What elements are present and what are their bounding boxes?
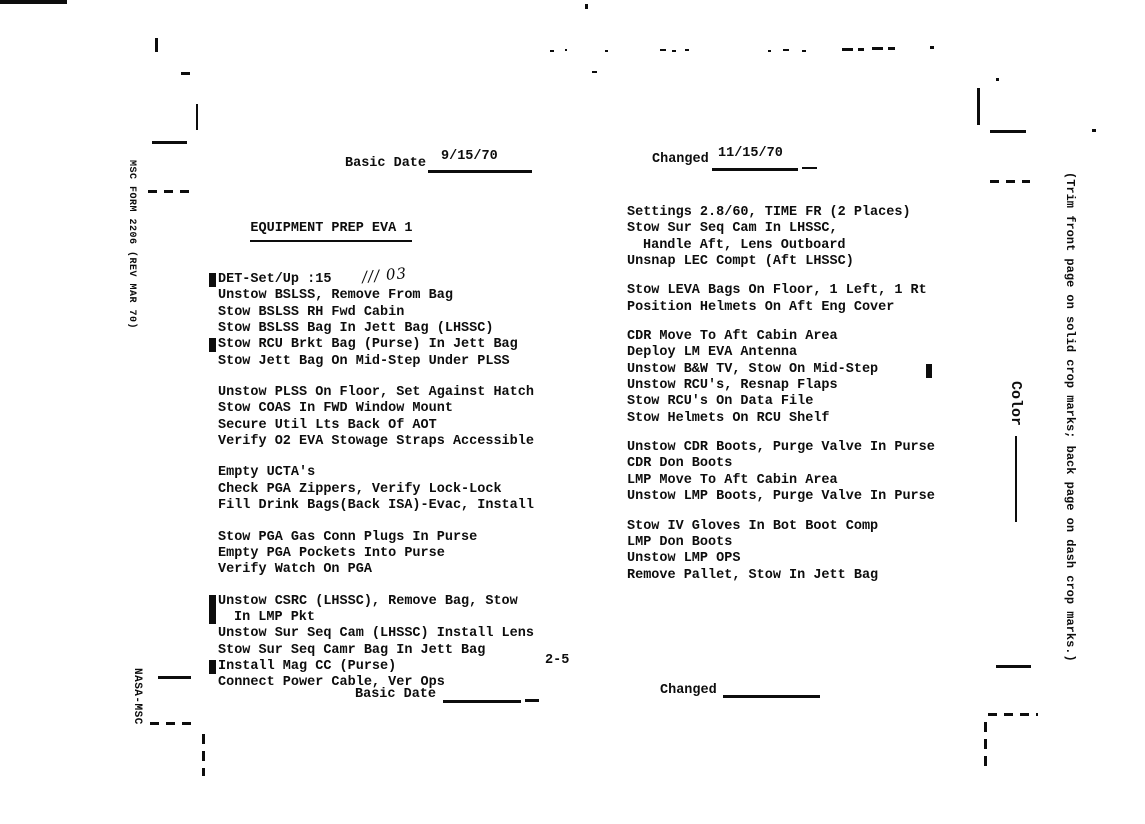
checklist-group [218, 465, 558, 514]
checklist-line [627, 378, 957, 394]
scan-speckle [888, 47, 895, 50]
crop-mark [990, 180, 1030, 183]
checklist-text: Unstow CDR Boots, Purge Valve In Purse [627, 440, 935, 456]
trim-instructions-vertical-label: (Trim front page on solid crop marks; back page on dash crop marks.) [1063, 172, 1077, 662]
checklist-line [627, 254, 957, 270]
checklist-group [627, 329, 957, 427]
checklist-text: CDR Move To Aft Cabin Area [627, 329, 838, 345]
changed-label: Changed [652, 152, 709, 167]
checklist-text: Empty UCTA's [218, 465, 316, 481]
checklist-line [218, 354, 558, 370]
checklist-text: Unstow RCU's, Resnap Flaps [627, 378, 838, 394]
checklist-line [218, 337, 558, 353]
crop-mark [984, 722, 987, 768]
checklist-text: Unstow B&W TV, Stow On Mid-Step [627, 361, 879, 377]
crop-mark [148, 190, 190, 193]
checklist-text: Position Helmets On Aft Eng Cover [627, 299, 895, 315]
scan-speckle [605, 50, 608, 52]
checklist-group [627, 283, 957, 316]
footer-basic-date-line-tick [525, 699, 539, 702]
tape-mark-icon [209, 595, 216, 624]
crop-mark [181, 72, 190, 75]
checklist-text: Verify Watch On PGA [218, 562, 372, 578]
form-number-vertical-label: MSC FORM 2206 (REV MAR 70) [126, 160, 137, 330]
checklist-line [218, 610, 558, 626]
checklist-group [218, 264, 558, 370]
crop-mark [1092, 129, 1096, 132]
changed-underline [712, 168, 798, 171]
scan-speckle [872, 47, 883, 50]
checklist-line [627, 411, 957, 427]
handwritten-annotation: /// 03 [361, 264, 408, 286]
checklist-text: Settings 2.8/60, TIME FR (2 Places) [627, 205, 911, 220]
crop-mark [150, 722, 192, 725]
checklist-text: DET-Set/Up :15 [218, 272, 332, 288]
checklist-text: Remove Pallet, Stow In Jett Bag [627, 567, 879, 583]
checklist-line [218, 626, 558, 642]
crop-mark [196, 104, 198, 130]
footer-changed-label: Changed [660, 683, 717, 698]
checklist-group [218, 530, 558, 579]
checklist-line [627, 489, 957, 505]
tape-mark-icon [926, 364, 932, 378]
checklist-line [627, 345, 957, 361]
changed-value: 11/15/70 [718, 146, 783, 161]
checklist-line [218, 546, 558, 562]
basic-date-underline [428, 170, 532, 173]
checklist-line [218, 264, 558, 288]
checklist-text: Unstow PLSS On Floor, Set Against Hatch [218, 385, 534, 401]
checklist-text: Unstow LMP OPS [627, 551, 741, 567]
changed-underline-tick [802, 167, 817, 169]
checklist-line [218, 643, 558, 659]
checklist-line [218, 385, 558, 401]
checklist-line [627, 535, 957, 551]
checklist-group [218, 594, 558, 692]
checklist-text: Unstow LMP Boots, Purge Valve In Purse [627, 489, 935, 505]
tape-mark-icon [209, 660, 216, 674]
scan-speckle [550, 50, 554, 52]
crop-mark [996, 78, 999, 81]
crop-mark [0, 0, 67, 4]
checklist-text: LMP Don Boots [627, 534, 733, 550]
checklist-line [218, 530, 558, 546]
crop-mark [996, 665, 1031, 668]
checklist-text: Check PGA Zippers, Verify Lock-Lock [218, 481, 502, 497]
checklist-text: Stow RCU Brkt Bag (Purse) In Jett Bag [218, 337, 518, 353]
checklist-line [218, 305, 558, 321]
checklist-text: Deploy LM EVA Antenna [627, 345, 798, 361]
checklist-line [627, 394, 957, 410]
footer-basic-date-line [443, 700, 521, 703]
scan-speckle [592, 71, 597, 73]
checklist-group [627, 205, 957, 270]
scan-speckle [858, 48, 864, 51]
checklist-group [627, 519, 957, 584]
footer-basic-date-label: Basic Date [355, 687, 437, 702]
checklist-line [218, 418, 558, 434]
checklist-line [218, 659, 558, 675]
footer-changed-line [723, 695, 820, 698]
checklist-text: Empty PGA Pockets Into Purse [218, 545, 445, 561]
checklist-text: Stow Sur Seq Cam In LHSSC, [627, 221, 838, 237]
checklist-line [218, 321, 558, 337]
checklist-line [627, 221, 957, 237]
scan-speckle [565, 49, 567, 51]
checklist-text: Unstow BSLSS, Remove From Bag [218, 288, 453, 304]
checklist-line [627, 238, 957, 254]
checklist-text: Stow COAS In FWD Window Mount [218, 401, 453, 417]
checklist-text: Fill Drink Bags(Back ISA)-Evac, Install [218, 498, 534, 514]
checklist-text: Stow BSLSS Bag In Jett Bag (LHSSC) [218, 321, 494, 337]
scan-speckle [842, 48, 853, 51]
checklist-text: Stow LEVA Bags On Floor, 1 Left, 1 Rt [627, 283, 927, 299]
checklist-line [218, 401, 558, 417]
checklist-line [627, 300, 957, 316]
checklist-group [218, 385, 558, 450]
scan-speckle [783, 49, 789, 51]
scan-speckle [660, 49, 666, 51]
checklist-text: Stow Sur Seq Camr Bag In Jett Bag [218, 642, 486, 658]
checklist-text: CDR Don Boots [627, 456, 733, 472]
scan-speckle [930, 46, 934, 49]
checklist-line [627, 329, 957, 345]
checklist-line [627, 440, 957, 456]
checklist-text: Secure Util Lts Back Of AOT [218, 417, 437, 433]
crop-mark [155, 38, 158, 52]
crop-mark [585, 4, 588, 9]
crop-mark [990, 130, 1026, 133]
tape-mark-icon [209, 273, 216, 287]
right-column [627, 205, 957, 597]
checklist-text: Stow Jett Bag On Mid-Step Under PLSS [218, 353, 510, 369]
checklist-line [218, 498, 558, 514]
checklist-text: Connect Power Cable, Ver Ops [218, 675, 445, 691]
crop-mark [977, 88, 980, 125]
checklist-text: Stow IV Gloves In Bot Boot Comp [627, 518, 879, 534]
checklist-text: Unsnap LEC Compt (Aft LHSSC) [627, 254, 854, 270]
checklist-line [627, 456, 957, 472]
checklist-text: Unstow CSRC (LHSSC), Remove Bag, Stow [218, 593, 518, 609]
checklist-text: Stow BSLSS RH Fwd Cabin [218, 304, 405, 320]
checklist-line [627, 519, 957, 535]
scan-speckle [768, 50, 771, 52]
checklist-line [627, 205, 957, 221]
nasa-msc-vertical-label: NASA-MSC [131, 668, 143, 725]
crop-mark [988, 713, 1038, 716]
checklist-line [627, 568, 957, 584]
basic-date-label: Basic Date [345, 156, 427, 171]
left-column [218, 205, 558, 707]
color-blank-line [1015, 436, 1017, 522]
crop-mark [158, 676, 191, 679]
page-number: 2-5 [545, 653, 570, 668]
checklist-line [627, 283, 957, 299]
checklist-group [627, 440, 957, 505]
checklist-text: Stow PGA Gas Conn Plugs In Purse [218, 529, 478, 545]
scan-speckle [685, 49, 689, 51]
checklist-line [218, 288, 558, 304]
color-vertical-label: Color [1007, 381, 1024, 427]
checklist-text: Handle Aft, Lens Outboard [643, 237, 846, 253]
checklist-line [627, 473, 957, 489]
checklist-text: Verify O2 EVA Stowage Straps Accessible [218, 434, 534, 450]
checklist-line [218, 465, 558, 481]
checklist-text: LMP Move To Aft Cabin Area [627, 472, 838, 488]
checklist-line [218, 562, 558, 578]
basic-date-value: 9/15/70 [441, 149, 498, 164]
checklist-text: Install Mag CC (Purse) [218, 658, 397, 674]
checklist-text: Unstow Sur Seq Cam (LHSSC) Install Lens [218, 626, 534, 642]
scan-speckle [672, 50, 676, 52]
crop-mark [202, 734, 205, 776]
checklist-text: In LMP Pkt [234, 609, 316, 625]
checklist-line [627, 551, 957, 567]
checklist-line [218, 434, 558, 450]
page-title: EQUIPMENT PREP EVA 1 [250, 221, 412, 241]
checklist-line [627, 362, 957, 378]
checklist-line [218, 482, 558, 498]
checklist-text: Stow RCU's On Data File [627, 394, 814, 410]
checklist-line [218, 594, 558, 610]
crop-mark [152, 141, 187, 144]
scan-speckle [802, 50, 806, 52]
tape-mark-icon [209, 338, 216, 352]
checklist-text: Stow Helmets On RCU Shelf [627, 410, 830, 426]
